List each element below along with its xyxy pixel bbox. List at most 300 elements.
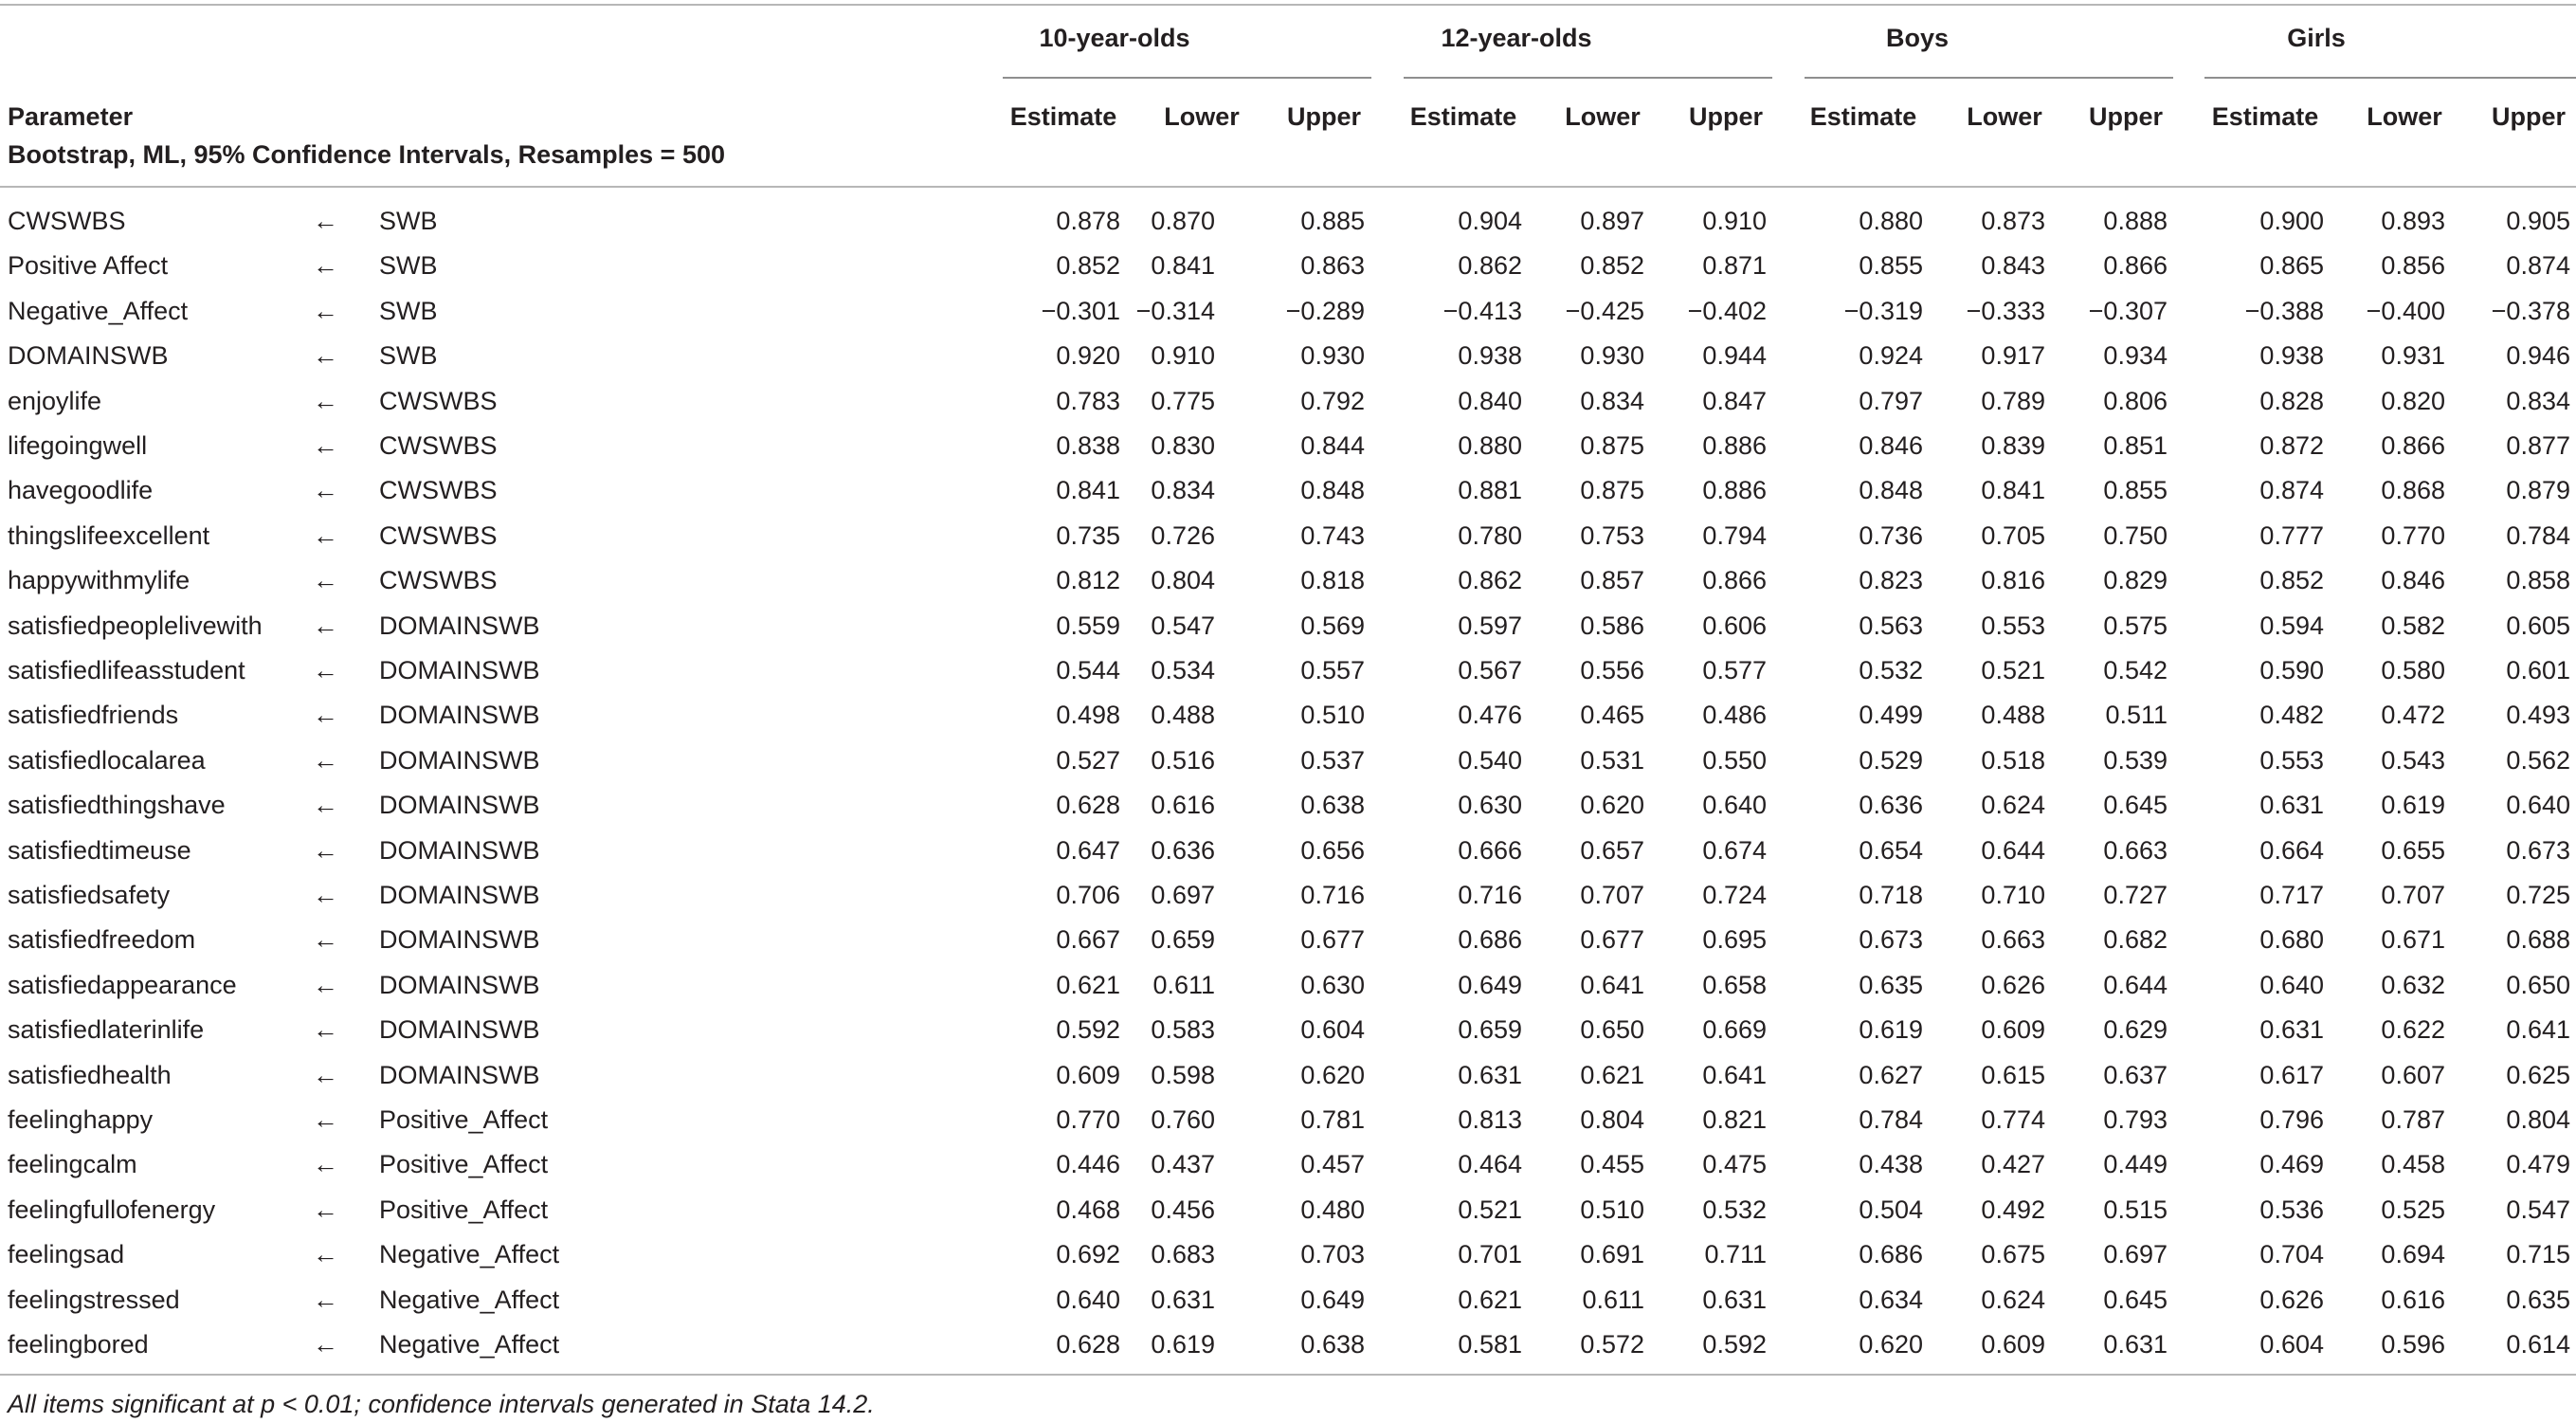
table-cell: 0.606 xyxy=(1702,611,1767,640)
table-cell: 0.641 xyxy=(1702,1061,1767,1089)
table-cell: 0.640 xyxy=(1056,1286,1120,1314)
row-parameter-name: lifegoingwell xyxy=(8,431,148,460)
table-cell: 0.638 xyxy=(1300,1330,1365,1359)
table-cell: 0.635 xyxy=(1859,971,1923,999)
table-cell: 0.607 xyxy=(2381,1061,2445,1089)
row-target-factor: DOMAINSWB xyxy=(379,746,540,775)
table-cell: 0.847 xyxy=(1702,387,1767,415)
table-cell: 0.645 xyxy=(2103,791,2168,819)
table-cell: −0.402 xyxy=(1687,297,1767,325)
table-cell: 0.582 xyxy=(2381,611,2445,640)
table-cell: −0.314 xyxy=(1135,297,1215,325)
table-cell: 0.673 xyxy=(1859,925,1923,954)
table-cell: 0.534 xyxy=(1151,656,1215,684)
table-cell: 0.616 xyxy=(2381,1286,2445,1314)
table-cell: 0.614 xyxy=(2506,1330,2570,1359)
table-cell: 0.796 xyxy=(2259,1105,2324,1134)
table-cell: 0.673 xyxy=(2506,836,2570,865)
table-cell: 0.774 xyxy=(1981,1105,2045,1134)
table-cell: 0.631 xyxy=(2259,1015,2324,1044)
table-cell: 0.622 xyxy=(2381,1015,2445,1044)
table-cell: 0.624 xyxy=(1981,791,2045,819)
table-cell: 0.641 xyxy=(2506,1015,2570,1044)
table-cell: 0.645 xyxy=(2103,1286,2168,1314)
table-cell: 0.669 xyxy=(1702,1015,1767,1044)
table-cell: 0.866 xyxy=(2381,431,2445,460)
table-cell: 0.604 xyxy=(2259,1330,2324,1359)
table-cell: 0.518 xyxy=(1981,746,2045,775)
arrow-icon: ← xyxy=(313,207,338,235)
table-cell: 0.703 xyxy=(1300,1240,1365,1268)
row-parameter-name: satisfiedlifeasstudent xyxy=(8,656,245,684)
table-cell: 0.620 xyxy=(1580,791,1644,819)
column-subheader: Estimate xyxy=(1009,102,1117,131)
arrow-icon: ← xyxy=(313,836,338,865)
table-cell: 0.879 xyxy=(2506,476,2570,504)
table-cell: 0.872 xyxy=(2259,431,2324,460)
table-cell: 0.631 xyxy=(1458,1061,1522,1089)
row-parameter-name: satisfiedlocalarea xyxy=(8,746,206,775)
table-cell: 0.724 xyxy=(1702,881,1767,909)
table-cell: 0.638 xyxy=(1300,791,1365,819)
table-cell: 0.488 xyxy=(1981,701,2045,729)
row-parameter-name: satisfiedlaterinlife xyxy=(8,1015,205,1044)
table-cell: 0.797 xyxy=(1859,387,1923,415)
row-target-factor: SWB xyxy=(379,207,438,235)
table-cell: 0.488 xyxy=(1151,701,1215,729)
table-cell: 0.716 xyxy=(1458,881,1522,909)
table-cell: 0.682 xyxy=(2103,925,2168,954)
table-cell: 0.707 xyxy=(1580,881,1644,909)
table-cell: 0.793 xyxy=(2103,1105,2168,1134)
table-cell: 0.865 xyxy=(2259,251,2324,280)
table-cell: 0.787 xyxy=(2381,1105,2445,1134)
table-cell: 0.575 xyxy=(2103,611,2168,640)
arrow-icon: ← xyxy=(313,881,338,909)
table-cell: 0.521 xyxy=(1981,656,2045,684)
table-cell: 0.532 xyxy=(1859,656,1923,684)
table-cell: 0.562 xyxy=(2506,746,2570,775)
group-underline xyxy=(1404,77,1772,79)
table-cell: 0.692 xyxy=(1056,1240,1120,1268)
row-target-factor: Negative_Affect xyxy=(379,1330,560,1359)
table-cell: −0.301 xyxy=(1041,297,1120,325)
table-cell: 0.852 xyxy=(1580,251,1644,280)
table-cell: 0.492 xyxy=(1981,1195,2045,1224)
table-cell: 0.675 xyxy=(1981,1240,2045,1268)
table-cell: 0.905 xyxy=(2506,207,2570,235)
table-cell: 0.671 xyxy=(2381,925,2445,954)
table-cell: 0.691 xyxy=(1580,1240,1644,1268)
row-target-factor: DOMAINSWB xyxy=(379,1061,540,1089)
table-cell: 0.784 xyxy=(2506,521,2570,550)
table-cell: 0.843 xyxy=(1981,251,2045,280)
table-cell: 0.547 xyxy=(1151,611,1215,640)
table-cell: 0.437 xyxy=(1151,1150,1215,1178)
arrow-icon: ← xyxy=(313,1150,338,1178)
table-cell: 0.658 xyxy=(1702,971,1767,999)
table-cell: 0.680 xyxy=(2259,925,2324,954)
table-cell: 0.620 xyxy=(1300,1061,1365,1089)
table-cell: 0.920 xyxy=(1056,341,1120,370)
table-cell: 0.783 xyxy=(1056,387,1120,415)
table-cell: 0.628 xyxy=(1056,791,1120,819)
table-cell: 0.701 xyxy=(1458,1240,1522,1268)
table-cell: 0.583 xyxy=(1151,1015,1215,1044)
table-cell: 0.516 xyxy=(1151,746,1215,775)
column-subheader: Estimate xyxy=(2211,102,2319,131)
table-cell: 0.493 xyxy=(2506,701,2570,729)
row-target-factor: DOMAINSWB xyxy=(379,836,540,865)
table-cell: 0.644 xyxy=(1981,836,2045,865)
table-cell: 0.510 xyxy=(1580,1195,1644,1224)
table-cell: 0.677 xyxy=(1580,925,1644,954)
row-parameter-name: feelingfullofenergy xyxy=(8,1195,216,1224)
table-cell: 0.457 xyxy=(1300,1150,1365,1178)
table-cell: 0.511 xyxy=(2105,701,2168,729)
table-cell: 0.844 xyxy=(1300,431,1365,460)
arrow-icon: ← xyxy=(313,1330,338,1359)
table-cell: 0.550 xyxy=(1702,746,1767,775)
row-target-factor: SWB xyxy=(379,341,438,370)
top-rule xyxy=(0,4,2576,6)
table-cell: 0.784 xyxy=(1859,1105,1923,1134)
table-cell: 0.621 xyxy=(1056,971,1120,999)
table-cell: 0.716 xyxy=(1300,881,1365,909)
table-cell: 0.715 xyxy=(2506,1240,2570,1268)
table-cell: 0.868 xyxy=(2381,476,2445,504)
table-cell: 0.930 xyxy=(1300,341,1365,370)
row-target-factor: SWB xyxy=(379,297,438,325)
row-parameter-name: feelingsad xyxy=(8,1240,125,1268)
arrow-icon: ← xyxy=(313,1195,338,1224)
group-header: 12-year-olds xyxy=(1441,24,1592,52)
arrow-icon: ← xyxy=(313,297,338,325)
table-cell: 0.427 xyxy=(1981,1150,2045,1178)
table-cell: 0.930 xyxy=(1580,341,1644,370)
table-cell: 0.838 xyxy=(1056,431,1120,460)
table-cell: 0.839 xyxy=(1981,431,2045,460)
table-cell: 0.663 xyxy=(2103,836,2168,865)
table-cell: 0.694 xyxy=(2381,1240,2445,1268)
row-target-factor: Positive_Affect xyxy=(379,1195,549,1224)
table-cell: 0.938 xyxy=(1458,341,1522,370)
table-cell: 0.663 xyxy=(1981,925,2045,954)
table-cell: 0.636 xyxy=(1151,836,1215,865)
table-cell: 0.559 xyxy=(1056,611,1120,640)
table-cell: 0.631 xyxy=(2259,791,2324,819)
table-cell: 0.934 xyxy=(2103,341,2168,370)
row-target-factor: CWSWBS xyxy=(379,387,498,415)
table-cell: 0.870 xyxy=(1151,207,1215,235)
table-cell: 0.605 xyxy=(2506,611,2570,640)
table-cell: 0.688 xyxy=(2506,925,2570,954)
table-cell: 0.624 xyxy=(1981,1286,2045,1314)
arrow-icon: ← xyxy=(313,971,338,999)
table-cell: 0.504 xyxy=(1859,1195,1923,1224)
table-cell: 0.510 xyxy=(1300,701,1365,729)
table-cell: 0.666 xyxy=(1458,836,1522,865)
row-target-factor: CWSWBS xyxy=(379,566,498,594)
table-cell: 0.711 xyxy=(1704,1240,1767,1268)
table-cell: 0.707 xyxy=(2381,881,2445,909)
table-cell: 0.848 xyxy=(1859,476,1923,504)
table-cell: 0.816 xyxy=(1981,566,2045,594)
table-cell: 0.529 xyxy=(1859,746,1923,775)
row-parameter-name: thingslifeexcellent xyxy=(8,521,210,550)
table-cell: 0.499 xyxy=(1859,701,1923,729)
table-cell: 0.655 xyxy=(2381,836,2445,865)
table-cell: 0.886 xyxy=(1702,431,1767,460)
table-cell: 0.781 xyxy=(1300,1105,1365,1134)
table-cell: −0.319 xyxy=(1843,297,1923,325)
table-cell: 0.592 xyxy=(1056,1015,1120,1044)
table-cell: 0.735 xyxy=(1056,521,1120,550)
table-cell: 0.632 xyxy=(2381,971,2445,999)
table-cell: 0.617 xyxy=(2259,1061,2324,1089)
table-cell: 0.683 xyxy=(1151,1240,1215,1268)
table-cell: 0.592 xyxy=(1702,1330,1767,1359)
table-cell: 0.852 xyxy=(2259,566,2324,594)
table-cell: 0.635 xyxy=(2506,1286,2570,1314)
table-cell: 0.547 xyxy=(2506,1195,2570,1224)
group-header: 10-year-olds xyxy=(1039,24,1190,52)
row-parameter-name: feelingcalm xyxy=(8,1150,137,1178)
arrow-icon: ← xyxy=(313,611,338,640)
table-cell: 0.846 xyxy=(1859,431,1923,460)
arrow-icon: ← xyxy=(313,925,338,954)
table-cell: 0.640 xyxy=(2259,971,2324,999)
table-cell: 0.804 xyxy=(1151,566,1215,594)
column-subheader: Lower xyxy=(1164,102,1240,131)
row-parameter-name: satisfiedtimeuse xyxy=(8,836,191,865)
table-cell: 0.498 xyxy=(1056,701,1120,729)
table-cell: 0.664 xyxy=(2259,836,2324,865)
table-cell: 0.874 xyxy=(2506,251,2570,280)
table-cell: 0.710 xyxy=(1981,881,2045,909)
table-cell: 0.750 xyxy=(2103,521,2168,550)
table-cell: 0.521 xyxy=(1458,1195,1522,1224)
table-cell: 0.446 xyxy=(1056,1150,1120,1178)
row-target-factor: DOMAINSWB xyxy=(379,701,540,729)
column-subheader: Upper xyxy=(2491,102,2567,131)
table-cell: 0.881 xyxy=(1458,476,1522,504)
table-cell: 0.862 xyxy=(1458,251,1522,280)
table-cell: 0.834 xyxy=(1151,476,1215,504)
table-cell: 0.736 xyxy=(1859,521,1923,550)
table-cell: 0.627 xyxy=(1859,1061,1923,1089)
arrow-icon: ← xyxy=(313,701,338,729)
row-target-factor: Positive_Affect xyxy=(379,1150,549,1178)
table-cell: 0.615 xyxy=(1981,1061,2045,1089)
table-cell: −0.289 xyxy=(1285,297,1365,325)
row-parameter-name: satisfiedpeoplelivewith xyxy=(8,611,263,640)
table-cell: 0.823 xyxy=(1859,566,1923,594)
table-cell: 0.569 xyxy=(1300,611,1365,640)
row-parameter-name: satisfiedfriends xyxy=(8,701,179,729)
arrow-icon: ← xyxy=(313,1061,338,1089)
row-parameter-name: satisfiedappearance xyxy=(8,971,237,999)
table-cell: 0.631 xyxy=(2103,1330,2168,1359)
table-cell: 0.880 xyxy=(1458,431,1522,460)
table-cell: 0.449 xyxy=(2103,1150,2168,1178)
table-cell: 0.897 xyxy=(1580,207,1644,235)
table-cell: 0.456 xyxy=(1151,1195,1215,1224)
table-cell: 0.717 xyxy=(2259,881,2324,909)
arrow-icon: ← xyxy=(313,656,338,684)
table-cell: 0.611 xyxy=(1582,1286,1644,1314)
row-target-factor: SWB xyxy=(379,251,438,280)
table-cell: 0.753 xyxy=(1580,521,1644,550)
table-cell: 0.885 xyxy=(1300,207,1365,235)
table-cell: 0.580 xyxy=(2381,656,2445,684)
group-underline xyxy=(1003,77,1371,79)
table-cell: 0.841 xyxy=(1056,476,1120,504)
table-cell: −0.388 xyxy=(2244,297,2324,325)
table-cell: 0.851 xyxy=(2103,431,2168,460)
table-cell: 0.647 xyxy=(1056,836,1120,865)
table-cell: 0.619 xyxy=(1859,1015,1923,1044)
table-cell: 0.479 xyxy=(2506,1150,2570,1178)
table-cell: 0.601 xyxy=(2506,656,2570,684)
table-cell: 0.543 xyxy=(2381,746,2445,775)
arrow-icon: ← xyxy=(313,387,338,415)
table-cell: 0.789 xyxy=(1981,387,2045,415)
table-cell: 0.620 xyxy=(1859,1330,1923,1359)
table-cell: 0.525 xyxy=(2381,1195,2445,1224)
table-cell: 0.813 xyxy=(1458,1105,1522,1134)
table-cell: 0.780 xyxy=(1458,521,1522,550)
table-cell: 0.792 xyxy=(1300,387,1365,415)
table-cell: 0.609 xyxy=(1981,1015,2045,1044)
table-cell: 0.910 xyxy=(1702,207,1767,235)
table-cell: 0.540 xyxy=(1458,746,1522,775)
table-cell: 0.544 xyxy=(1056,656,1120,684)
table-cell: 0.604 xyxy=(1300,1015,1365,1044)
parameter-header: Parameter xyxy=(8,102,134,131)
column-subheader: Lower xyxy=(1565,102,1641,131)
table-cell: 0.619 xyxy=(2381,791,2445,819)
table-cell: 0.804 xyxy=(1580,1105,1644,1134)
table-cell: 0.705 xyxy=(1981,521,2045,550)
table-cell: 0.475 xyxy=(1702,1150,1767,1178)
table-cell: 0.640 xyxy=(2506,791,2570,819)
parameter-subheader: Bootstrap, ML, 95% Confidence Intervals, Resamples = 500 xyxy=(8,140,726,169)
column-subheader: Upper xyxy=(1286,102,1362,131)
table-cell: 0.893 xyxy=(2381,207,2445,235)
arrow-icon: ← xyxy=(313,1286,338,1314)
table-cell: 0.900 xyxy=(2259,207,2324,235)
table-cell: 0.829 xyxy=(2103,566,2168,594)
table-cell: −0.307 xyxy=(2088,297,2168,325)
arrow-icon: ← xyxy=(313,251,338,280)
table-cell: 0.611 xyxy=(1152,971,1215,999)
table-cell: 0.659 xyxy=(1151,925,1215,954)
table-cell: 0.527 xyxy=(1056,746,1120,775)
row-parameter-name: DOMAINSWB xyxy=(8,341,169,370)
table-cell: 0.567 xyxy=(1458,656,1522,684)
table-cell: 0.855 xyxy=(2103,476,2168,504)
table-cell: 0.852 xyxy=(1056,251,1120,280)
table-cell: 0.636 xyxy=(1859,791,1923,819)
arrow-icon: ← xyxy=(313,521,338,550)
arrow-icon: ← xyxy=(313,566,338,594)
table-cell: 0.659 xyxy=(1458,1015,1522,1044)
table-cell: 0.625 xyxy=(2506,1061,2570,1089)
table-cell: 0.626 xyxy=(1981,971,2045,999)
table-cell: 0.640 xyxy=(1702,791,1767,819)
table-cell: 0.621 xyxy=(1458,1286,1522,1314)
row-target-factor: DOMAINSWB xyxy=(379,881,540,909)
column-subheader: Upper xyxy=(1688,102,1764,131)
table-cell: 0.597 xyxy=(1458,611,1522,640)
row-parameter-name: Negative_Affect xyxy=(8,297,189,325)
row-target-factor: DOMAINSWB xyxy=(379,656,540,684)
table-cell: 0.532 xyxy=(1702,1195,1767,1224)
table-cell: 0.840 xyxy=(1458,387,1522,415)
table-cell: 0.531 xyxy=(1580,746,1644,775)
table-cell: −0.378 xyxy=(2491,297,2570,325)
table-cell: 0.862 xyxy=(1458,566,1522,594)
table-cell: 0.438 xyxy=(1859,1150,1923,1178)
row-target-factor: DOMAINSWB xyxy=(379,971,540,999)
table-cell: 0.806 xyxy=(2103,387,2168,415)
table-cell: 0.886 xyxy=(1702,476,1767,504)
group-header: Girls xyxy=(2287,24,2346,52)
table-cell: 0.821 xyxy=(1702,1105,1767,1134)
table-cell: 0.542 xyxy=(2103,656,2168,684)
table-cell: 0.725 xyxy=(2506,881,2570,909)
row-target-factor: Negative_Affect xyxy=(379,1240,560,1268)
table-cell: 0.594 xyxy=(2259,611,2324,640)
row-parameter-name: Positive Affect xyxy=(8,251,169,280)
arrow-icon: ← xyxy=(313,791,338,819)
table-cell: 0.743 xyxy=(1300,521,1365,550)
table-cell: 0.586 xyxy=(1580,611,1644,640)
table-cell: 0.486 xyxy=(1702,701,1767,729)
table-cell: 0.726 xyxy=(1151,521,1215,550)
table-cell: 0.695 xyxy=(1702,925,1767,954)
table-cell: 0.938 xyxy=(2259,341,2324,370)
table-cell: 0.581 xyxy=(1458,1330,1522,1359)
table-cell: 0.944 xyxy=(1702,341,1767,370)
table-cell: 0.577 xyxy=(1702,656,1767,684)
table-cell: 0.820 xyxy=(2381,387,2445,415)
table-cell: 0.649 xyxy=(1458,971,1522,999)
table-cell: 0.848 xyxy=(1300,476,1365,504)
table-cell: 0.553 xyxy=(1981,611,2045,640)
row-target-factor: CWSWBS xyxy=(379,521,498,550)
table-cell: 0.557 xyxy=(1300,656,1365,684)
table-cell: 0.875 xyxy=(1580,431,1644,460)
table-cell: 0.472 xyxy=(2381,701,2445,729)
table-cell: 0.572 xyxy=(1580,1330,1644,1359)
table-cell: 0.654 xyxy=(1859,836,1923,865)
table-cell: 0.609 xyxy=(1981,1330,2045,1359)
table-cell: 0.634 xyxy=(1859,1286,1923,1314)
table-cell: 0.458 xyxy=(2381,1150,2445,1178)
table-cell: 0.828 xyxy=(2259,387,2324,415)
table-cell: 0.834 xyxy=(2506,387,2570,415)
table-cell: 0.775 xyxy=(1151,387,1215,415)
row-target-factor: Positive_Affect xyxy=(379,1105,549,1134)
row-parameter-name: happywithmylife xyxy=(8,566,190,594)
table-cell: 0.924 xyxy=(1859,341,1923,370)
table-cell: 0.841 xyxy=(1151,251,1215,280)
table-cell: 0.770 xyxy=(2381,521,2445,550)
table-cell: 0.857 xyxy=(1580,566,1644,594)
table-cell: 0.628 xyxy=(1056,1330,1120,1359)
